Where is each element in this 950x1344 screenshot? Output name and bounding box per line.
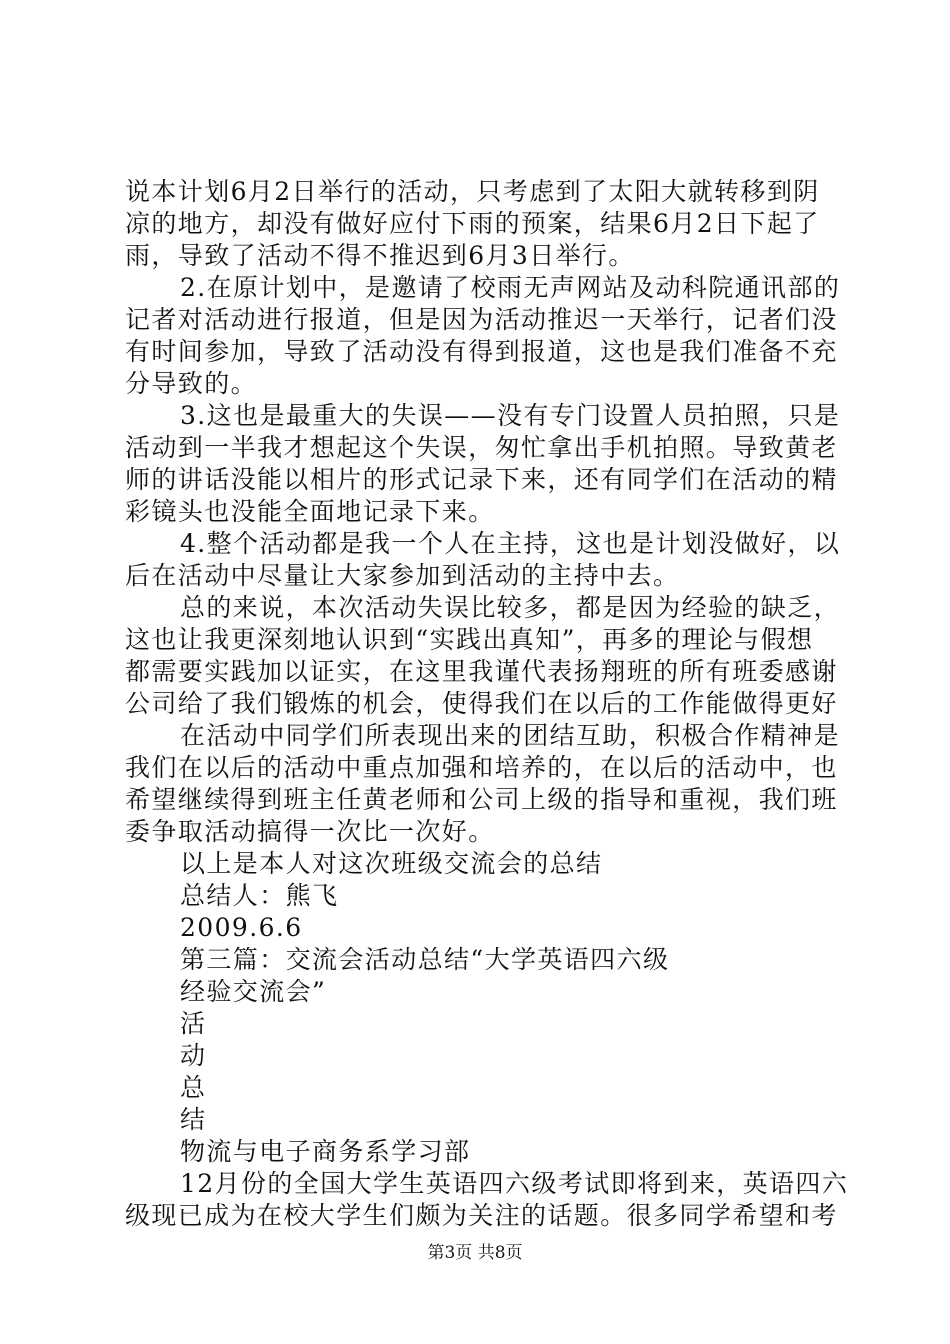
vertical-title-char: 动 xyxy=(180,1041,207,1070)
text-line: 师的讲话没能以相片的形式记录下来，还有同学们在活动的精 xyxy=(125,465,838,494)
date-line: 2009.6.6 xyxy=(180,913,303,942)
author-line: 总结人：熊飞 xyxy=(180,881,339,910)
vertical-title-char: 结 xyxy=(180,1105,207,1134)
section-heading: 第三篇：交流会活动总结“大学英语四六级 xyxy=(180,945,670,974)
text-line: 分导致的。 xyxy=(125,369,258,398)
paragraph-start-line: 12月份的全国大学生英语四六级考试即将到来，英语四六 xyxy=(180,1169,849,1198)
text-line: 都需要实践加以证实，在这里我谨代表扬翔班的所有班委感谢 xyxy=(125,657,838,686)
body-text xyxy=(125,176,849,1232)
text-line: 有时间参加，导致了活动没有得到报道，这也是我们准备不充 xyxy=(125,337,838,366)
page-footer xyxy=(0,1242,950,1264)
section-heading-continued: 经验交流会” xyxy=(180,977,327,1006)
text-line: 记者对活动进行报道，但是因为活动推迟一天举行，记者们没 xyxy=(125,305,838,334)
paragraph-start-line: 在活动中同学们所表现出来的团结互助，积极合作精神是 xyxy=(180,721,841,750)
text-line: 说本计划6月2日举行的活动，只考虑到了太阳大就转移到阴 xyxy=(125,177,820,206)
text-line: 后在活动中尽量让大家参加到活动的主持中去。 xyxy=(125,561,680,590)
vertical-title-char: 总 xyxy=(180,1073,207,1102)
department-line: 物流与电子商务系学习部 xyxy=(180,1137,471,1166)
text-line: 希望继续得到班主任黄老师和公司上级的指导和重视，我们班 xyxy=(125,785,838,814)
text-line: 凉的地方，却没有做好应付下雨的预案，结果6月2日下起了 xyxy=(125,209,820,238)
text-line: 公司给了我们锻炼的机会，使得我们在以后的工作能做得更好 xyxy=(125,689,838,718)
text-line: 活动到一半我才想起这个失误，匆忙拿出手机拍照。导致黄老 xyxy=(125,433,838,462)
text-line: 委争取活动搞得一次比一次好。 xyxy=(125,817,495,846)
text-line: 这也让我更深刻地认识到“实践出真知”，再多的理论与假想 xyxy=(125,625,814,654)
paragraph-start-line: 3.这也是最重大的失误——没有专门设置人员拍照，只是 xyxy=(180,401,841,430)
summary-line: 以上是本人对这次班级交流会的总结 xyxy=(180,849,603,878)
paragraph-start-line: 总的来说，本次活动失误比较多，都是因为经验的缺乏， xyxy=(180,593,841,622)
vertical-title-char: 活 xyxy=(180,1009,207,1038)
paragraph-start-line: 2.在原计划中，是邀请了校雨无声网站及动科院通讯部的 xyxy=(180,273,841,302)
text-line: 彩镜头也没能全面地记录下来。 xyxy=(125,497,495,526)
text-line: 级现已成为在校大学生们颇为关注的话题。很多同学希望和考 xyxy=(125,1201,838,1230)
page-number-label: 第3页 共8页 xyxy=(427,1243,523,1263)
paragraph-start-line: 4.整个活动都是我一个人在主持，这也是计划没做好，以 xyxy=(180,529,841,558)
text-line: 我们在以后的活动中重点加强和培养的，在以后的活动中，也 xyxy=(125,753,838,782)
text-line: 雨，导致了活动不得不推迟到6月3日举行。 xyxy=(125,241,635,270)
